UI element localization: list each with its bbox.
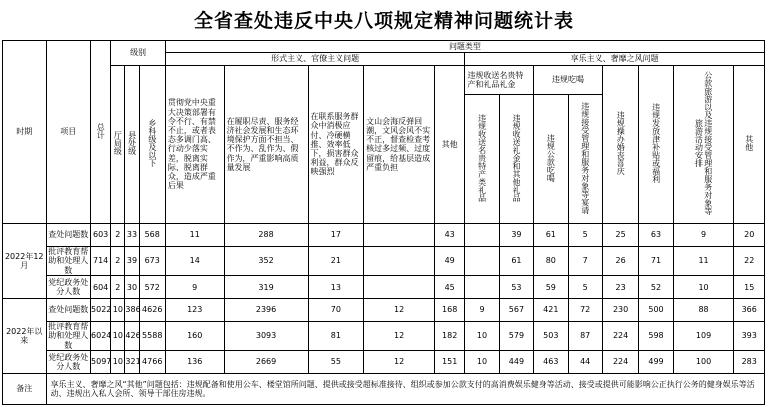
f-other-cell: 49 [434, 246, 464, 276]
e2-cell: 5 [568, 276, 602, 299]
g2-cell: 449 [499, 351, 533, 374]
formalism-other-label: 其他 [441, 139, 458, 149]
level-ting-label: 厅局级 [113, 131, 123, 156]
formalism-col-3-label: 在联系服务群众中消极应付、冷硬横推、效率低下，损害群众利益，群众反映强烈 [310, 112, 359, 177]
f3-cell: 55 [308, 351, 364, 374]
formalism-col-3-header [308, 65, 364, 223]
ting-cell: 10 [111, 298, 125, 321]
item-header-label: 项目 [60, 127, 77, 137]
level-xiang-header [139, 65, 165, 223]
f1-cell: 160 [165, 321, 224, 351]
f4-cell: 12 [364, 321, 435, 351]
g2-cell: 61 [499, 246, 533, 276]
h-other-cell: 22 [734, 246, 765, 276]
h4-cell: 52 [639, 276, 673, 299]
h-other-cell: 366 [734, 298, 765, 321]
f1-cell: 9 [165, 276, 224, 299]
h4-cell: 71 [639, 246, 673, 276]
h5-cell: 109 [673, 321, 734, 351]
e2-cell: 7 [568, 246, 602, 276]
f1-cell: 123 [165, 298, 224, 321]
hedonism-col-5-header [673, 65, 734, 223]
h3-cell: 26 [602, 246, 638, 276]
formalism-col-2-label: 在履职尽责、服务经济社会发展和生态环境保护方面不担当、不作为、乱作为、假作为，严重影响高质量发展 [226, 116, 299, 172]
h4-cell: 500 [639, 298, 673, 321]
f4-cell: 12 [364, 298, 435, 321]
e1-cell: 80 [534, 246, 568, 276]
h-other-cell: 20 [734, 224, 765, 247]
eating-group-header [534, 65, 603, 94]
col-total-header [91, 41, 111, 224]
level-ting-header [111, 65, 125, 223]
h3-cell: 230 [602, 298, 638, 321]
table-row [3, 351, 765, 374]
period-cell [3, 298, 47, 373]
total-cell: 5022 [91, 298, 111, 321]
formalism-header [165, 53, 464, 65]
f3-cell: 70 [308, 298, 364, 321]
f3-cell: 17 [308, 224, 364, 247]
table-row [3, 246, 765, 276]
formalism-other-header [434, 65, 464, 223]
h4-cell: 63 [639, 224, 673, 247]
gift-col-2-header [499, 94, 533, 223]
item-cell: 批评教育帮助和处理人数 [46, 246, 91, 276]
header-row-1 [3, 41, 765, 53]
period-cell [3, 224, 47, 299]
f1-cell: 14 [165, 246, 224, 276]
gift-col-1-label: 违规收送名贵特产类礼品 [477, 113, 487, 202]
f2-cell: 2396 [224, 298, 308, 321]
total-header-label: 总计 [96, 122, 106, 139]
problem-type-label: 问题类型 [448, 42, 481, 52]
xiang-cell: 5588 [139, 321, 165, 351]
g1-cell [465, 276, 499, 299]
formalism-label: 形式主义、官僚主义问题 [271, 54, 360, 64]
f1-cell: 136 [165, 351, 224, 374]
e1-cell: 59 [534, 276, 568, 299]
f2-cell: 3093 [224, 321, 308, 351]
h5-cell: 10 [673, 276, 734, 299]
g1-cell: 10 [465, 351, 499, 374]
h5-cell: 11 [673, 246, 734, 276]
item-cell: 党纪政务处分人数 [46, 351, 91, 374]
h5-cell: 88 [673, 298, 734, 321]
level-xian-label: 县处级 [127, 131, 137, 156]
col-period-header [3, 41, 47, 224]
ting-cell: 10 [111, 321, 125, 351]
hedonism-other-header [734, 65, 765, 223]
f4-cell [364, 246, 435, 276]
gift-group-header [465, 65, 534, 94]
e2-cell: 44 [568, 351, 602, 374]
problem-type-header [165, 41, 764, 53]
gift-col-1-header [465, 94, 499, 223]
e2-cell: 5 [568, 224, 602, 247]
level-header-label: 级别 [130, 48, 147, 58]
ting-cell: 2 [111, 224, 125, 247]
hedonism-col-3-header [602, 65, 638, 223]
total-cell: 714 [91, 246, 111, 276]
e1-cell: 421 [534, 298, 568, 321]
h5-cell: 100 [673, 351, 734, 374]
period-header-label: 时期 [16, 127, 33, 137]
note-text: 享乐主义、奢靡之风“其他”问题包括：违规配备和使用公车、楼堂馆所问题、提供或接受超标准接待、组织或参加公款支付的高消费娱乐健身等活动、接受或提供可能影响公正执行公务的健身娱乐等活动、违规出入私人会所、领导干部住房违规。 [50, 379, 755, 398]
ting-cell: 2 [111, 246, 125, 276]
total-cell: 603 [91, 224, 111, 247]
f4-cell: 12 [364, 351, 435, 374]
table-row [3, 224, 765, 247]
h3-cell: 25 [602, 224, 638, 247]
hedonism-col-3-label: 违规操办婚丧喜庆 [616, 111, 626, 176]
e1-cell: 61 [534, 224, 568, 247]
xiang-cell: 4766 [139, 351, 165, 374]
period-label: 2022年12月 [4, 251, 44, 270]
hedonism-col-5-label: 公款旅游以及违规接受管理和服务对象等旅游活动安排 [694, 71, 713, 216]
g1-cell [465, 224, 499, 247]
hedonism-col-4-header [639, 65, 673, 223]
h3-cell: 224 [602, 351, 638, 374]
e2-cell: 72 [568, 298, 602, 321]
eating-group-label: 违规吃喝 [552, 75, 584, 85]
f-other-cell: 45 [434, 276, 464, 299]
table-row [3, 276, 765, 299]
item-cell: 查处问题数 [46, 298, 91, 321]
f2-cell: 288 [224, 224, 308, 247]
formalism-col-4-label: 文山会海反弹回潮，文风会风不实不正，督查检查考核过多过频、过度留痕，给基层造成严重负担 [366, 116, 431, 172]
h-other-cell: 283 [734, 351, 765, 374]
total-cell: 604 [91, 276, 111, 299]
e2-cell: 87 [568, 321, 602, 351]
eating-col-2-header [568, 94, 602, 223]
ting-cell: 10 [111, 351, 125, 374]
xian-cell: 386 [125, 298, 139, 321]
eating-col-1-header [534, 94, 568, 223]
eating-col-1-label: 违规公款吃喝 [546, 133, 556, 182]
h-other-cell: 15 [734, 276, 765, 299]
f2-cell: 2669 [224, 351, 308, 374]
h3-cell: 224 [602, 321, 638, 351]
xian-cell: 321 [125, 351, 139, 374]
period-label: 2022年以来 [6, 326, 43, 345]
item-cell: 批评教育帮助和处理人数 [46, 321, 91, 351]
f-other-cell: 43 [434, 224, 464, 247]
table-row [3, 298, 765, 321]
xian-cell: 30 [125, 276, 139, 299]
formalism-col-2-header [224, 65, 308, 223]
hedonism-other-label: 其他 [744, 135, 754, 152]
hedonism-col-4-label: 违规发放津补贴或福利 [651, 103, 661, 184]
col-item-header [46, 41, 91, 224]
page-title: 全省查处违反中央八项规定精神问题统计表 [193, 10, 574, 32]
table-row [3, 321, 765, 351]
statistics-table [2, 40, 765, 405]
level-xiang-label: 乡科级及以下 [147, 119, 157, 168]
hedonism-header [465, 53, 765, 65]
xiang-cell: 568 [139, 224, 165, 247]
f3-cell: 21 [308, 246, 364, 276]
f2-cell: 352 [224, 246, 308, 276]
gift-group-label: 违规收送名贵特产和礼品礼金 [467, 70, 524, 89]
g2-cell: 579 [499, 321, 533, 351]
ting-cell: 2 [111, 276, 125, 299]
total-cell: 6024 [91, 321, 111, 351]
f-other-cell: 151 [434, 351, 464, 374]
f-other-cell: 168 [434, 298, 464, 321]
item-cell: 党纪政务处分人数 [46, 276, 91, 299]
note-text-cell [46, 373, 765, 404]
header-row-3 [3, 65, 765, 94]
gift-col-2-label: 违规收送礼金和其他礼品 [512, 113, 521, 202]
xiang-cell: 673 [139, 246, 165, 276]
f3-cell: 13 [308, 276, 364, 299]
xiang-cell: 572 [139, 276, 165, 299]
g2-cell: 39 [499, 224, 533, 247]
h5-cell: 9 [673, 224, 734, 247]
h-other-cell: 393 [734, 321, 765, 351]
f4-cell [364, 276, 435, 299]
note-label: 备注 [16, 384, 33, 394]
xian-cell: 39 [125, 246, 139, 276]
f4-cell [364, 224, 435, 247]
g1-cell: 9 [465, 298, 499, 321]
eating-col-2-label: 违规接受管理和服务对象等宴请 [580, 101, 590, 214]
g1-cell [465, 246, 499, 276]
h4-cell: 598 [639, 321, 673, 351]
f-other-cell: 182 [434, 321, 464, 351]
total-cell: 5097 [91, 351, 111, 374]
level-header [111, 41, 166, 66]
e1-cell: 463 [534, 351, 568, 374]
h4-cell: 499 [639, 351, 673, 374]
g1-cell: 10 [465, 321, 499, 351]
level-xian-header [125, 65, 139, 223]
f2-cell: 319 [224, 276, 308, 299]
g2-cell: 567 [499, 298, 533, 321]
hedonism-label: 享乐主义、奢靡之风问题 [570, 54, 659, 64]
formalism-col-4-header [364, 65, 435, 223]
xian-cell: 33 [125, 224, 139, 247]
note-row [3, 373, 765, 404]
item-cell: 查处问题数 [46, 224, 91, 247]
formalism-col-1-label: 贯彻党中央重大决策部署有令不行、有禁不止，或者表态多调门高、行动少落实差，脱离实际、脱离群众，造成严重后果 [167, 98, 216, 191]
h3-cell: 23 [602, 276, 638, 299]
xian-cell: 426 [125, 321, 139, 351]
xiang-cell: 4626 [139, 298, 165, 321]
note-label-cell [3, 373, 47, 404]
f1-cell: 11 [165, 224, 224, 247]
g2-cell: 53 [499, 276, 533, 299]
f3-cell: 81 [308, 321, 364, 351]
e1-cell: 503 [534, 321, 568, 351]
formalism-col-1-header [165, 65, 224, 223]
